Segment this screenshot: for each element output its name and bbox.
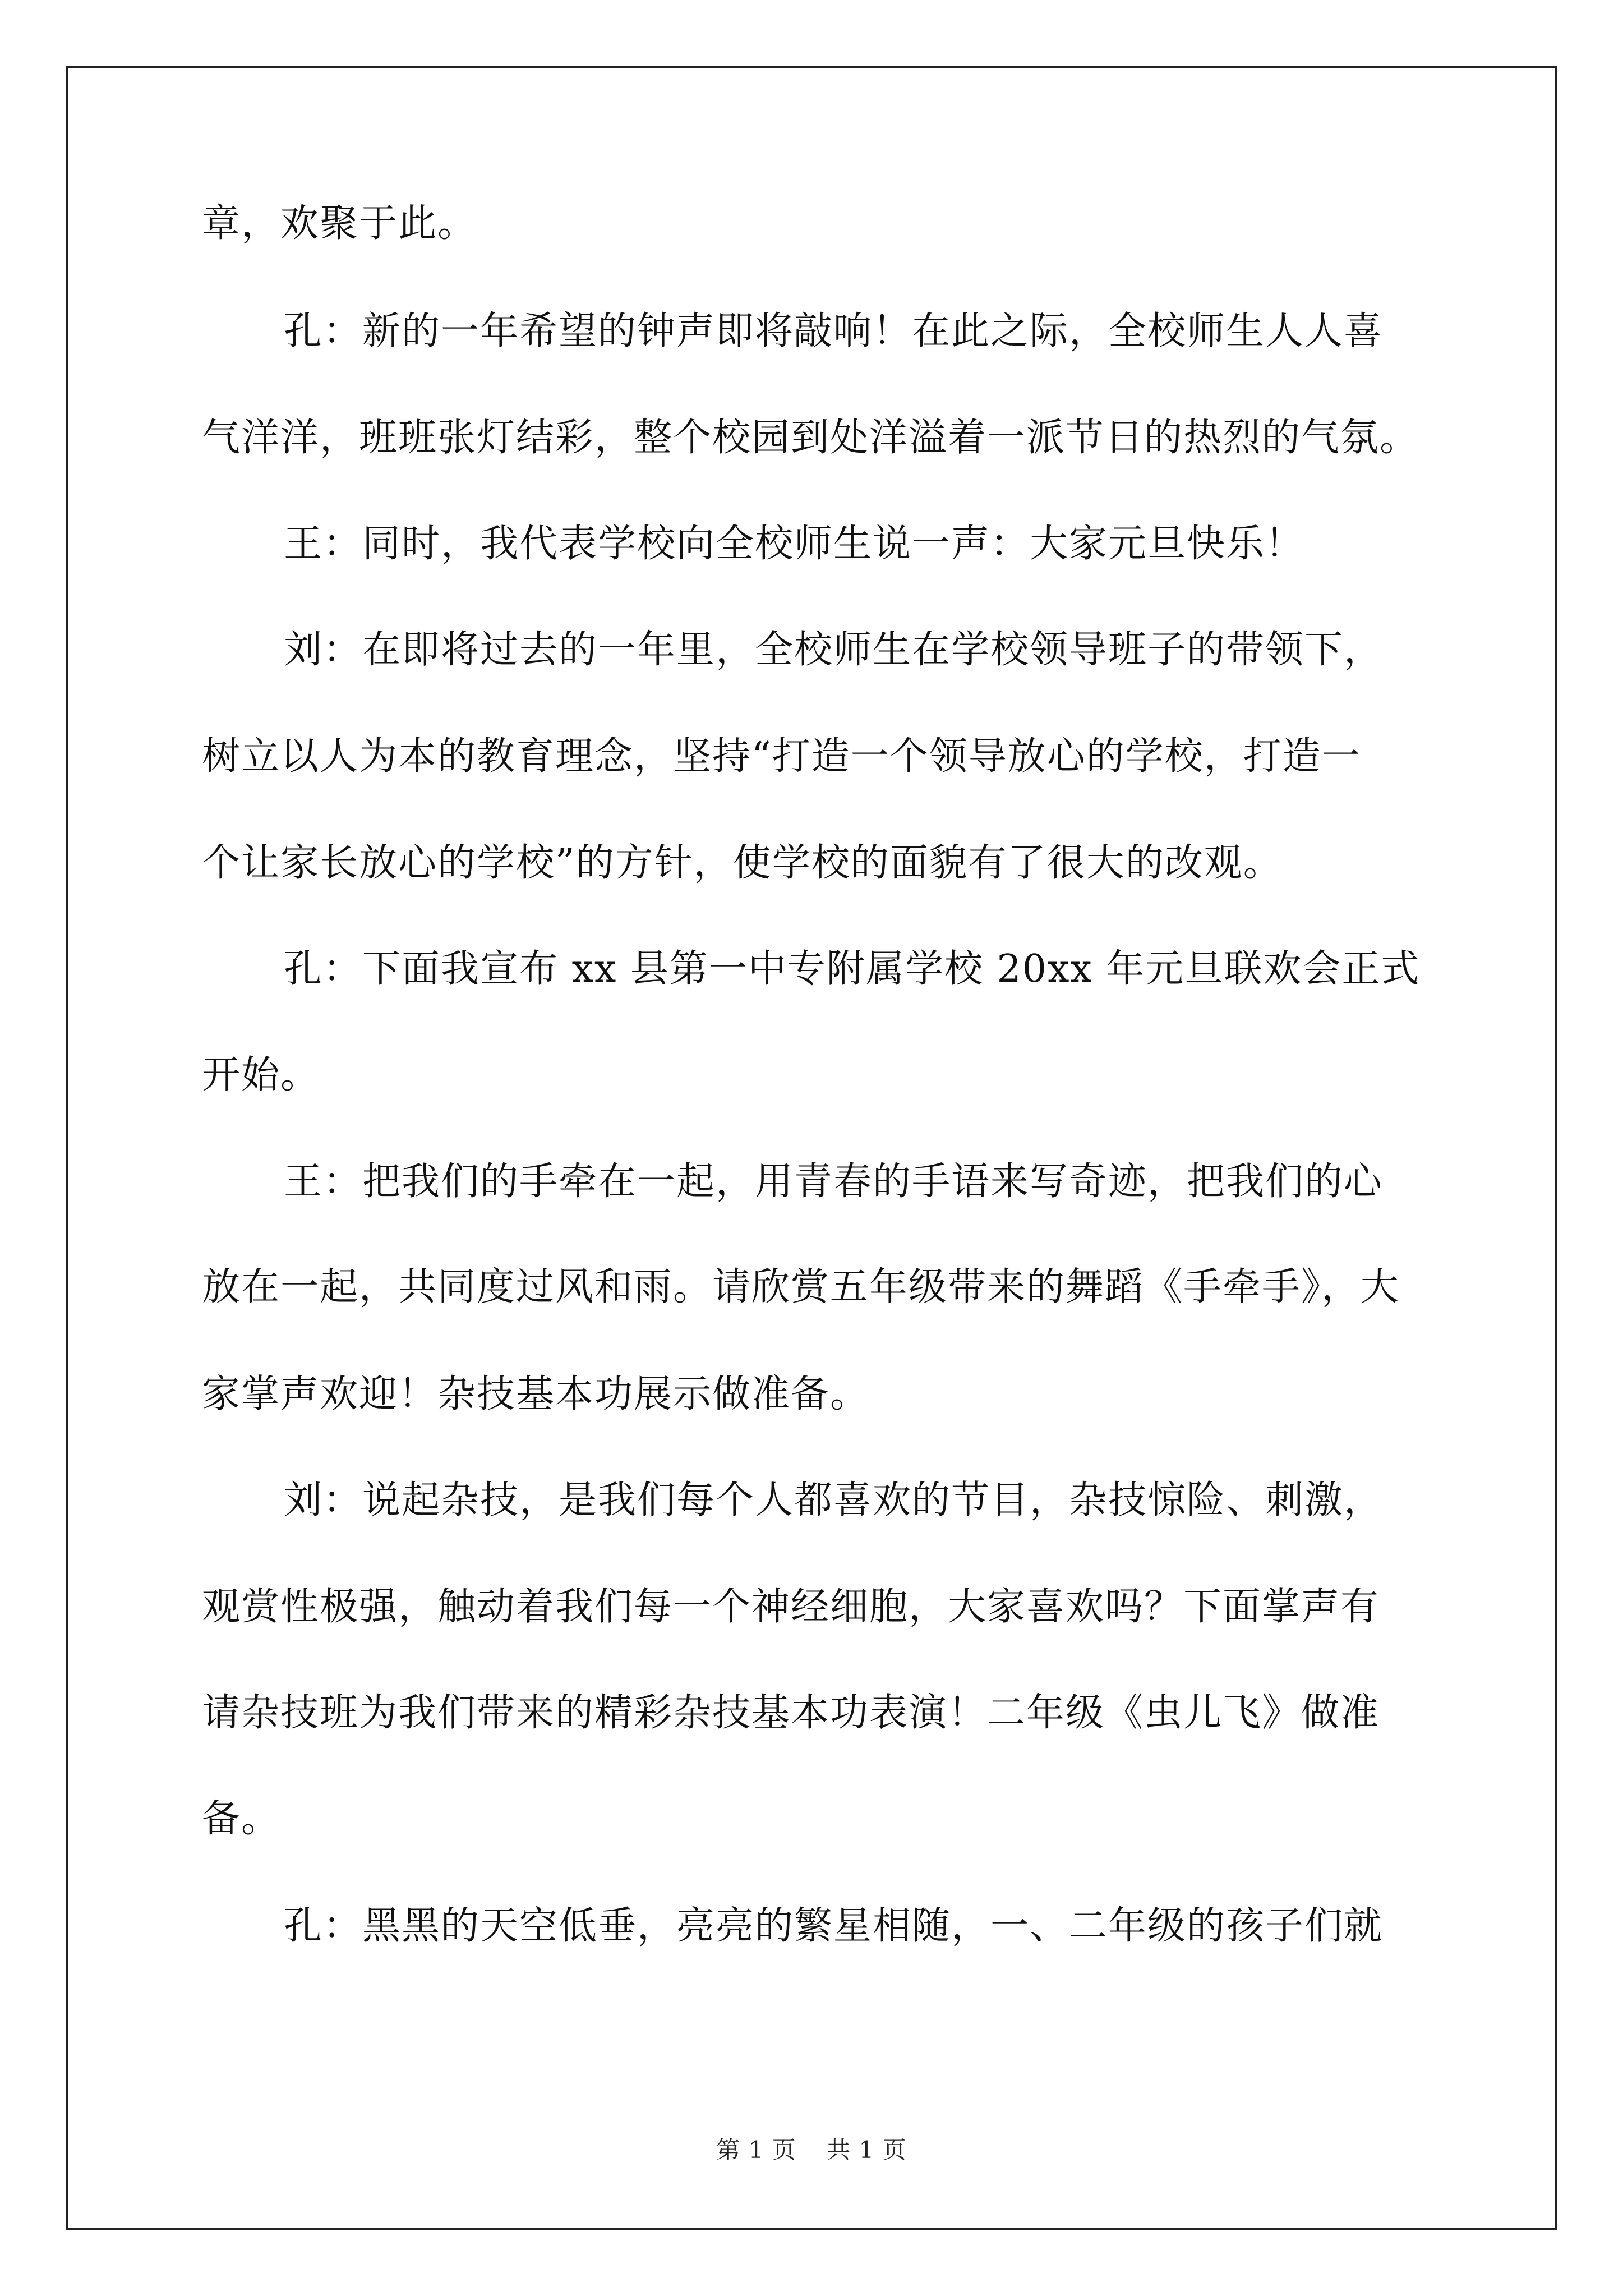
text-line: 孔：黑黑的天空低垂，亮亮的繁星相随，一、二年级的孩子们就 <box>284 1904 1384 1948</box>
text-line: 请杂技班为我们带来的精彩杂技基本功表演！二年级《虫儿飞》做准 <box>202 1691 1380 1735</box>
text-line: 树立以人为本的教育理念，坚持“打造一个领导放心的学校，打造一 <box>202 734 1361 779</box>
text-line: 备。 <box>202 1797 281 1841</box>
text-line: 刘：说起杂技，是我们每个人都喜欢的节目，杂技惊险、刺激， <box>284 1478 1384 1522</box>
page-footer <box>0 2132 1623 2165</box>
page-total: 共 1 页 <box>827 2136 907 2164</box>
text-line: 放在一起，共同度过风和雨。请欣赏五年级带来的舞蹈《手牵手》，大 <box>202 1265 1400 1309</box>
text-line: 孔：新的一年希望的钟声即将敲响！在此之际，全校师生人人喜 <box>284 309 1384 353</box>
text-line: 个让家长放心的学校”的方针，使学校的面貌有了很大的改观。 <box>202 841 1283 885</box>
text-line: 章，欢聚于此。 <box>202 201 477 246</box>
text-line: 家掌声欢迎！杂技基本功展示做准备。 <box>202 1372 870 1416</box>
text-line: 孔：下面我宣布 xx 县第一中专附属学校 20xx 年元旦联欢会正式 <box>284 947 1421 991</box>
text-line: 观赏性极强，触动着我们每一个神经细胞，大家喜欢吗？下面掌声有 <box>202 1585 1380 1629</box>
page-number: 第 1 页 <box>716 2136 796 2164</box>
text-line: 气洋洋，班班张灯结彩，整个校园到处洋溢着一派节日的热烈的气氛。 <box>202 416 1419 460</box>
text-line: 王：同时，我代表学校向全校师生说一声：大家元旦快乐！ <box>284 522 1305 566</box>
text-line: 王：把我们的手牵在一起，用青春的手语来写奇迹，把我们的心 <box>284 1159 1384 1204</box>
text-line: 刘：在即将过去的一年里，全校师生在学校领导班子的带领下， <box>284 628 1384 672</box>
text-line: 开始。 <box>202 1053 320 1097</box>
